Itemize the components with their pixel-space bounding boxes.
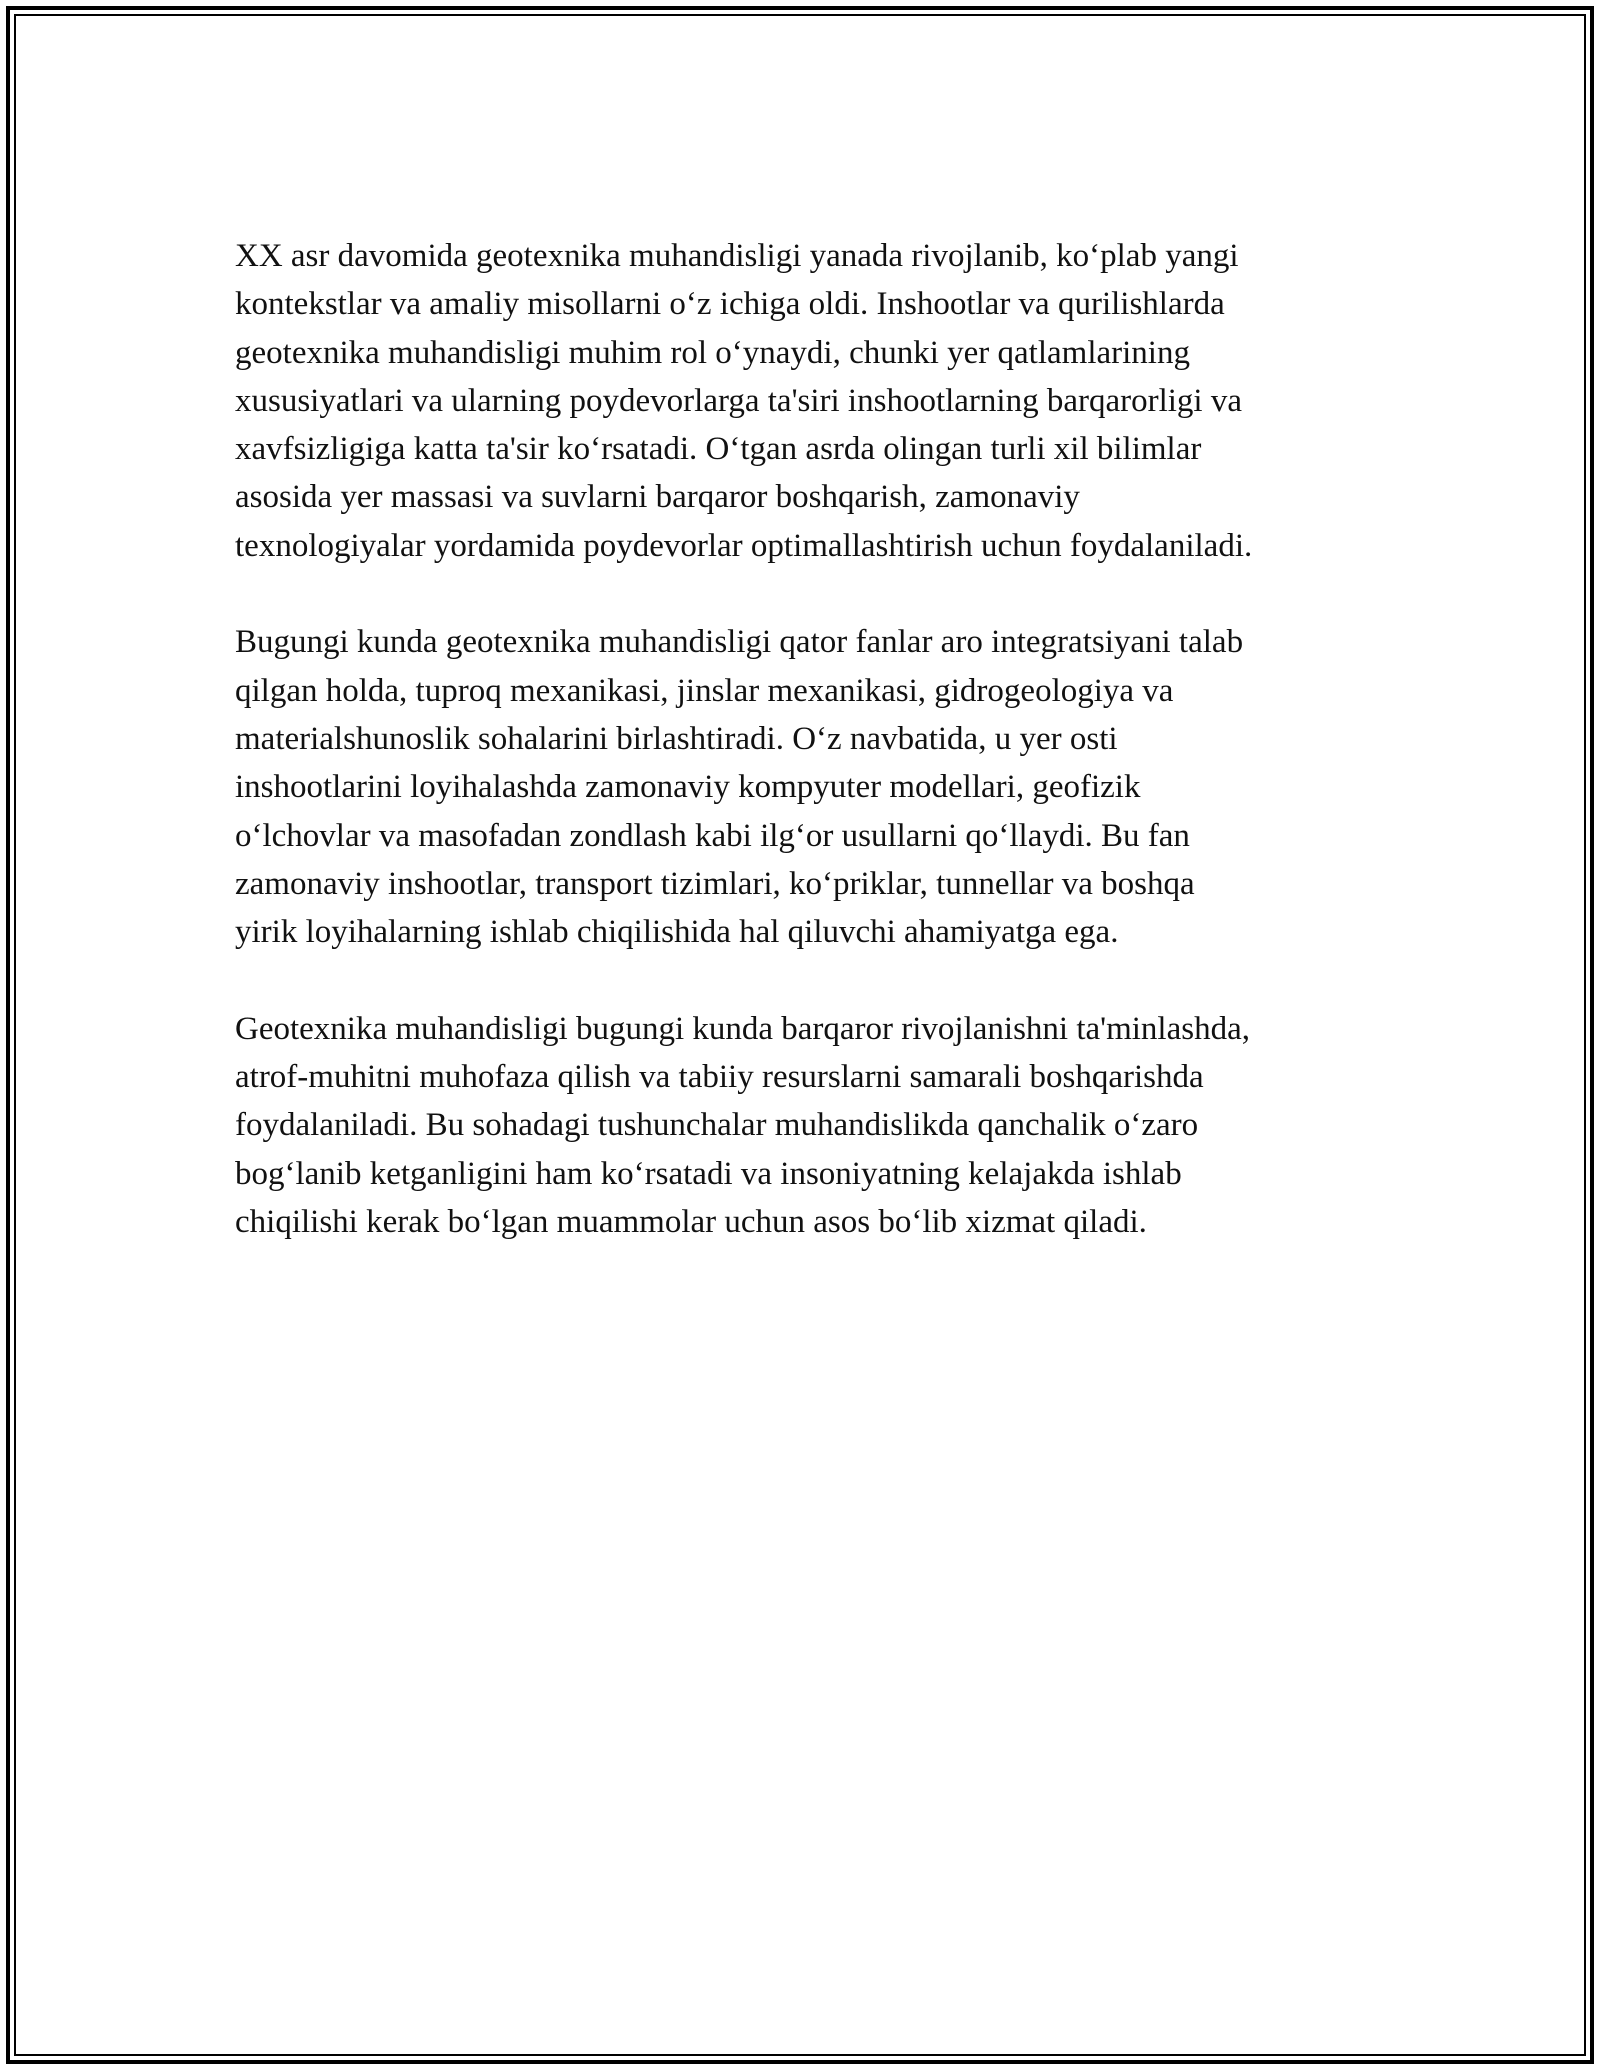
paragraph-3: Geotexnika muhandisligi bugungi kunda barqaror rivojlanishni ta'minlashda, atrof-muhitni muhofaza qilish va tabiiy resurslarni samarali boshqarishda foydalaniladi. Bu sohadagi tushunchalar muhandislikda qanchalik oʻzaro bogʻlanib ketganligini ham koʻrsatadi va insoniyatning kelajakda ishlab chiqilishi kerak boʻlgan muammolar uchun asos boʻlib xizmat qiladi. (235, 1010, 1250, 1240)
paragraph-1: XX asr davomida geotexnika muhandisligi yanada rivojlanib, koʻplab yangi kontekstlar va amaliy misollarni oʻz ichiga oldi. Inshootlar va qurilishlarda geotexnika muhandisligi muhim rol oʻynaydi, chunki yer qatlamlarining xususiyatlari va ularning poydevorlarga ta'siri inshootlarning barqarorligi va xavfsizligiga katta ta'sir koʻrsatadi. Oʻtgan asrda olingan turli xil bilimlar asosida yer massasi va suvlarni barqaror boshqarish, zamonaviy texnologiyalar yordamida poydevorlar optimallashtirish uchun foydalaniladi. (235, 238, 1253, 564)
paragraph-2: Bugungi kunda geotexnika muhandisligi qator fanlar aro integratsiyani talab qilgan holda, tuproq mexanikasi, jinslar mexanikasi, gidrogeologiya va materialshunoslik sohalarini birlashtiradi. Oʻz navbatida, u yer osti inshootlarini loyihalashda zamonaviy kompyuter modellari, geofizik oʻlchovlar va masofadan zondlash kabi ilgʻor usullarni qoʻllaydi. Bu fan zamonaviy inshootlar, transport tizimlari, koʻpriklar, tunnellar va boshqa yirik loyihalarning ishlab chiqilishida hal qiluvchi ahamiyatga ega. (235, 624, 1244, 951)
document-body (235, 232, 1375, 1295)
